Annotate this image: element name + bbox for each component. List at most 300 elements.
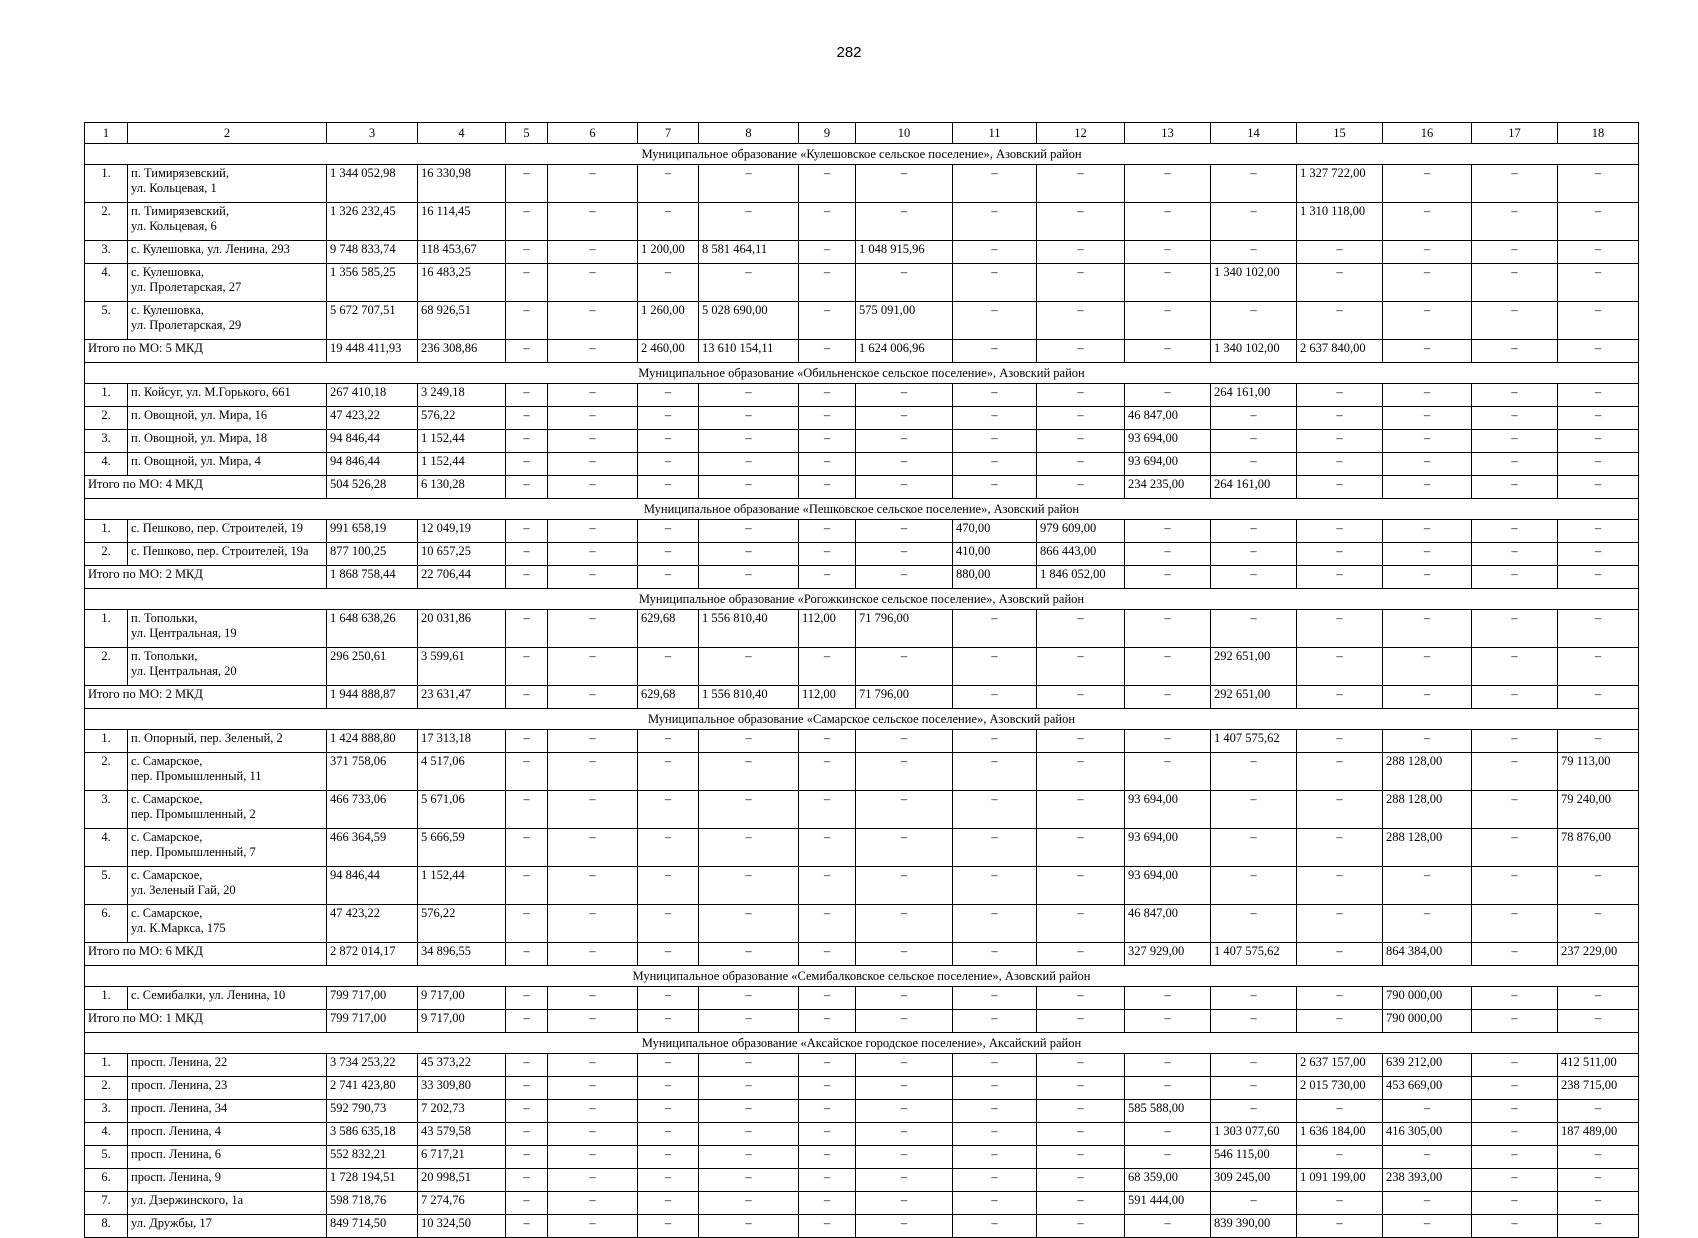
value-cell: – — [1383, 905, 1472, 943]
value-cell: – — [1472, 791, 1558, 829]
total-value-cell: 237 229,00 — [1558, 943, 1639, 966]
value-cell: – — [1211, 1077, 1297, 1100]
address-cell — [128, 829, 327, 867]
address-settlement: п. Тимирязевский, — [131, 166, 229, 180]
address-cell — [128, 203, 327, 241]
value-cell: – — [506, 264, 548, 302]
row-number: 2. — [85, 543, 128, 566]
value-cell: – — [856, 1215, 953, 1238]
value-cell: – — [1383, 165, 1472, 203]
value-cell: – — [1383, 520, 1472, 543]
value-cell: – — [548, 829, 638, 867]
value-cell: – — [638, 1123, 699, 1146]
total-value-cell: 234 235,00 — [1125, 476, 1211, 499]
total-value-cell: – — [953, 340, 1037, 363]
value-cell: – — [799, 302, 856, 340]
value-cell: – — [1297, 384, 1383, 407]
value-cell: – — [638, 1215, 699, 1238]
value-cell: 10 324,50 — [418, 1215, 506, 1238]
address-cell: просп. Ленина, 9 — [128, 1169, 327, 1192]
value-cell: 288 128,00 — [1383, 753, 1472, 791]
section-title-row — [85, 1033, 1639, 1054]
value-cell: – — [799, 203, 856, 241]
address-street: ул. Кольцевая, 1 — [131, 181, 217, 195]
value-cell: – — [699, 1169, 799, 1192]
value-cell: – — [548, 407, 638, 430]
total-value-cell: – — [548, 566, 638, 589]
row-number: 1. — [85, 165, 128, 203]
value-cell: – — [1297, 610, 1383, 648]
value-cell: 629,68 — [638, 610, 699, 648]
value-cell: – — [1472, 1077, 1558, 1100]
row-number: 3. — [85, 241, 128, 264]
value-cell: 598 718,76 — [327, 1192, 418, 1215]
value-cell: 1 260,00 — [638, 302, 699, 340]
value-cell: – — [799, 407, 856, 430]
value-cell: – — [1297, 520, 1383, 543]
total-value-cell: – — [856, 1010, 953, 1033]
total-row — [85, 1010, 1639, 1033]
value-cell: – — [856, 203, 953, 241]
value-cell: 1 636 184,00 — [1297, 1123, 1383, 1146]
value-cell: 575 091,00 — [856, 302, 953, 340]
table-row — [85, 753, 1639, 791]
value-cell: 47 423,22 — [327, 905, 418, 943]
value-cell: – — [638, 1169, 699, 1192]
value-cell: 1 327 722,00 — [1297, 165, 1383, 203]
value-cell: – — [1383, 407, 1472, 430]
value-cell: 12 049,19 — [418, 520, 506, 543]
total-value-cell: – — [1558, 566, 1639, 589]
value-cell: – — [953, 1192, 1037, 1215]
value-cell: – — [953, 730, 1037, 753]
value-cell: 94 846,44 — [327, 430, 418, 453]
value-cell: – — [1383, 610, 1472, 648]
table-row — [85, 1192, 1639, 1215]
value-cell: – — [799, 867, 856, 905]
value-cell: – — [1383, 241, 1472, 264]
value-cell: – — [506, 1169, 548, 1192]
value-cell: – — [1211, 453, 1297, 476]
value-cell: – — [1472, 648, 1558, 686]
value-cell: 1 556 810,40 — [699, 610, 799, 648]
value-cell: 576,22 — [418, 407, 506, 430]
row-number: 2. — [85, 203, 128, 241]
value-cell: – — [1125, 520, 1211, 543]
value-cell: 546 115,00 — [1211, 1146, 1297, 1169]
value-cell: 33 309,80 — [418, 1077, 506, 1100]
row-number: 1. — [85, 610, 128, 648]
value-cell: 292 651,00 — [1211, 648, 1297, 686]
column-header: 17 — [1472, 123, 1558, 144]
value-cell: – — [799, 1192, 856, 1215]
section-title: Муниципальное образование «Самарское сельское поселение», Азовский район — [85, 709, 1639, 730]
total-value-cell: – — [1125, 340, 1211, 363]
value-cell: 93 694,00 — [1125, 791, 1211, 829]
value-cell: – — [1472, 867, 1558, 905]
value-cell: – — [953, 829, 1037, 867]
total-value-cell: – — [1037, 340, 1125, 363]
address-cell: п. Койсуг, ул. М.Горького, 661 — [128, 384, 327, 407]
value-cell: – — [1037, 453, 1125, 476]
value-cell: – — [699, 453, 799, 476]
value-cell: – — [1211, 203, 1297, 241]
value-cell: 416 305,00 — [1383, 1123, 1472, 1146]
value-cell: 93 694,00 — [1125, 453, 1211, 476]
value-cell: – — [1558, 407, 1639, 430]
row-number: 4. — [85, 1123, 128, 1146]
value-cell: – — [548, 730, 638, 753]
table-row — [85, 241, 1639, 264]
value-cell: 7 202,73 — [418, 1100, 506, 1123]
total-value-cell: 327 929,00 — [1125, 943, 1211, 966]
value-cell: 866 443,00 — [1037, 543, 1125, 566]
total-value-cell: – — [799, 566, 856, 589]
total-value-cell: – — [548, 340, 638, 363]
address-street: ул. Кольцевая, 6 — [131, 219, 217, 233]
total-row — [85, 476, 1639, 499]
value-cell: – — [953, 165, 1037, 203]
value-cell: – — [1211, 1192, 1297, 1215]
value-cell: 309 245,00 — [1211, 1169, 1297, 1192]
address-cell: с. Пешково, пер. Строителей, 19а — [128, 543, 327, 566]
value-cell: – — [1125, 730, 1211, 753]
value-cell: – — [1297, 867, 1383, 905]
address-street: ул. Центральная, 19 — [131, 626, 237, 640]
row-number: 2. — [85, 1077, 128, 1100]
row-number: 6. — [85, 1169, 128, 1192]
address-settlement: с. Кулешовка, — [131, 303, 205, 317]
value-cell: – — [699, 829, 799, 867]
value-cell: – — [1383, 1146, 1472, 1169]
value-cell: – — [638, 543, 699, 566]
total-value-cell: 1 407 575,62 — [1211, 943, 1297, 966]
table-row — [85, 1146, 1639, 1169]
section-title: Муниципальное образование «Рогожкинское сельское поселение», Азовский район — [85, 589, 1639, 610]
section-title-row — [85, 144, 1639, 165]
value-cell: – — [1037, 730, 1125, 753]
address-cell — [128, 264, 327, 302]
value-cell: – — [1558, 430, 1639, 453]
address-settlement: с. Самарское, — [131, 906, 203, 920]
row-number: 2. — [85, 753, 128, 791]
total-value-cell: 6 130,28 — [418, 476, 506, 499]
value-cell: – — [1472, 1192, 1558, 1215]
value-cell: – — [1125, 165, 1211, 203]
value-cell: – — [1211, 987, 1297, 1010]
value-cell: 93 694,00 — [1125, 430, 1211, 453]
total-value-cell: – — [699, 566, 799, 589]
total-value-cell: – — [1211, 1010, 1297, 1033]
total-value-cell: – — [856, 943, 953, 966]
value-cell: – — [1558, 648, 1639, 686]
total-value-cell: – — [638, 566, 699, 589]
total-value-cell: – — [1472, 943, 1558, 966]
value-cell: 45 373,22 — [418, 1054, 506, 1077]
value-cell: 94 846,44 — [327, 453, 418, 476]
value-cell: – — [1383, 1215, 1472, 1238]
value-cell: – — [1125, 648, 1211, 686]
total-value-cell: – — [1037, 1010, 1125, 1033]
total-value-cell: 790 000,00 — [1383, 1010, 1472, 1033]
total-value-cell: – — [1125, 686, 1211, 709]
value-cell: 288 128,00 — [1383, 829, 1472, 867]
value-cell: – — [699, 384, 799, 407]
value-cell: 47 423,22 — [327, 407, 418, 430]
value-cell: – — [953, 753, 1037, 791]
value-cell: 20 031,86 — [418, 610, 506, 648]
value-cell: – — [953, 302, 1037, 340]
value-cell: 79 240,00 — [1558, 791, 1639, 829]
total-value-cell: – — [856, 476, 953, 499]
column-header: 13 — [1125, 123, 1211, 144]
value-cell: 7 274,76 — [418, 1192, 506, 1215]
value-cell: – — [1037, 1077, 1125, 1100]
table-row — [85, 453, 1639, 476]
total-value-cell: – — [1297, 943, 1383, 966]
value-cell: 5 671,06 — [418, 791, 506, 829]
total-value-cell: – — [1297, 686, 1383, 709]
value-cell: 9 717,00 — [418, 987, 506, 1010]
value-cell: – — [1297, 1215, 1383, 1238]
value-cell: – — [699, 407, 799, 430]
address-cell — [128, 905, 327, 943]
value-cell: 1 326 232,45 — [327, 203, 418, 241]
total-value-cell: – — [1558, 686, 1639, 709]
column-header: 2 — [128, 123, 327, 144]
value-cell: – — [953, 1215, 1037, 1238]
value-cell: – — [1472, 543, 1558, 566]
value-cell: – — [548, 165, 638, 203]
total-value-cell: 864 384,00 — [1383, 943, 1472, 966]
value-cell: – — [1383, 302, 1472, 340]
value-cell: – — [1472, 264, 1558, 302]
value-cell: – — [638, 791, 699, 829]
table-row — [85, 867, 1639, 905]
value-cell: 2 015 730,00 — [1297, 1077, 1383, 1100]
value-cell: – — [699, 753, 799, 791]
column-header: 6 — [548, 123, 638, 144]
total-value-cell: 504 526,28 — [327, 476, 418, 499]
table-row — [85, 543, 1639, 566]
address-cell: ул. Дружбы, 17 — [128, 1215, 327, 1238]
total-value-cell: – — [1383, 340, 1472, 363]
value-cell: – — [548, 384, 638, 407]
value-cell: – — [1297, 302, 1383, 340]
value-cell: – — [799, 543, 856, 566]
value-cell: – — [856, 829, 953, 867]
value-cell: – — [1297, 1192, 1383, 1215]
value-cell: – — [1211, 610, 1297, 648]
value-cell: – — [506, 867, 548, 905]
table-body — [85, 123, 1639, 1238]
value-cell: – — [1125, 1123, 1211, 1146]
total-value-cell: – — [1297, 476, 1383, 499]
value-cell: – — [638, 430, 699, 453]
value-cell: 2 741 423,80 — [327, 1077, 418, 1100]
value-cell: – — [548, 264, 638, 302]
value-cell: 979 609,00 — [1037, 520, 1125, 543]
address-cell: просп. Ленина, 6 — [128, 1146, 327, 1169]
total-row — [85, 340, 1639, 363]
table-row — [85, 1169, 1639, 1192]
value-cell: – — [699, 1077, 799, 1100]
value-cell: – — [799, 648, 856, 686]
value-cell: – — [1037, 753, 1125, 791]
total-label: Итого по МО: 5 МКД — [85, 340, 327, 363]
value-cell: – — [1558, 203, 1639, 241]
value-cell: – — [1211, 302, 1297, 340]
value-cell: 552 832,21 — [327, 1146, 418, 1169]
value-cell: – — [856, 1146, 953, 1169]
total-value-cell: – — [506, 943, 548, 966]
address-street: ул. Зеленый Гай, 20 — [131, 883, 236, 897]
value-cell: – — [1472, 1169, 1558, 1192]
value-cell: 238 393,00 — [1383, 1169, 1472, 1192]
value-cell: 466 364,59 — [327, 829, 418, 867]
value-cell: 412 511,00 — [1558, 1054, 1639, 1077]
section-title-row — [85, 363, 1639, 384]
value-cell: 799 717,00 — [327, 987, 418, 1010]
value-cell: – — [699, 1192, 799, 1215]
value-cell: 1 303 077,60 — [1211, 1123, 1297, 1146]
value-cell: – — [1472, 430, 1558, 453]
column-header: 3 — [327, 123, 418, 144]
value-cell: – — [638, 203, 699, 241]
value-cell: – — [1037, 648, 1125, 686]
value-cell: – — [638, 730, 699, 753]
value-cell: – — [1558, 165, 1639, 203]
value-cell: – — [638, 1192, 699, 1215]
value-cell: – — [1211, 430, 1297, 453]
total-value-cell: – — [1383, 476, 1472, 499]
value-cell: – — [506, 730, 548, 753]
total-value-cell: – — [506, 686, 548, 709]
address-cell: п. Овощной, ул. Мира, 18 — [128, 430, 327, 453]
value-cell: – — [1211, 241, 1297, 264]
total-row — [85, 686, 1639, 709]
total-value-cell: – — [1211, 566, 1297, 589]
value-cell: – — [1125, 610, 1211, 648]
total-value-cell: 2 872 014,17 — [327, 943, 418, 966]
column-header: 7 — [638, 123, 699, 144]
value-cell: – — [953, 867, 1037, 905]
value-cell: – — [506, 241, 548, 264]
value-cell: – — [1037, 241, 1125, 264]
value-cell: – — [1297, 791, 1383, 829]
value-cell: 585 588,00 — [1125, 1100, 1211, 1123]
column-header: 14 — [1211, 123, 1297, 144]
value-cell: 991 658,19 — [327, 520, 418, 543]
value-cell: – — [1125, 1077, 1211, 1100]
value-cell: – — [856, 453, 953, 476]
value-cell: – — [1297, 453, 1383, 476]
address-settlement: с. Самарское, — [131, 830, 203, 844]
column-header: 18 — [1558, 123, 1639, 144]
value-cell: 296 250,61 — [327, 648, 418, 686]
value-cell: 1 152,44 — [418, 430, 506, 453]
value-cell: – — [506, 302, 548, 340]
value-cell: – — [548, 520, 638, 543]
value-cell: – — [1297, 829, 1383, 867]
value-cell: – — [638, 520, 699, 543]
value-cell: – — [506, 407, 548, 430]
value-cell: 9 748 833,74 — [327, 241, 418, 264]
address-street: ул. Пролетарская, 29 — [131, 318, 242, 332]
value-cell: – — [1297, 905, 1383, 943]
value-cell: 466 733,06 — [327, 791, 418, 829]
total-value-cell: – — [799, 476, 856, 499]
value-cell: – — [1125, 1146, 1211, 1169]
value-cell: 1 340 102,00 — [1211, 264, 1297, 302]
value-cell: 78 876,00 — [1558, 829, 1639, 867]
value-cell: – — [1383, 1100, 1472, 1123]
table-row — [85, 407, 1639, 430]
total-value-cell: 799 717,00 — [327, 1010, 418, 1033]
value-cell: – — [856, 905, 953, 943]
value-cell: 1 424 888,80 — [327, 730, 418, 753]
value-cell: – — [506, 905, 548, 943]
section-title-row — [85, 966, 1639, 987]
total-value-cell: – — [699, 1010, 799, 1033]
value-cell: – — [548, 1100, 638, 1123]
total-value-cell: – — [638, 476, 699, 499]
address-cell: с. Семибалки, ул. Ленина, 10 — [128, 987, 327, 1010]
value-cell: 1 152,44 — [418, 867, 506, 905]
value-cell: – — [506, 987, 548, 1010]
value-cell: 16 330,98 — [418, 165, 506, 203]
table-row — [85, 829, 1639, 867]
address-cell: с. Пешково, пер. Строителей, 19 — [128, 520, 327, 543]
row-number: 3. — [85, 1100, 128, 1123]
value-cell: 8 581 464,11 — [699, 241, 799, 264]
value-cell: – — [699, 264, 799, 302]
value-cell: – — [1211, 791, 1297, 829]
value-cell: 1 728 194,51 — [327, 1169, 418, 1192]
value-cell: – — [1125, 987, 1211, 1010]
value-cell: 10 657,25 — [418, 543, 506, 566]
value-cell: – — [856, 1054, 953, 1077]
total-value-cell: 23 631,47 — [418, 686, 506, 709]
capital-repair-table — [84, 122, 1639, 1238]
value-cell: – — [548, 905, 638, 943]
total-value-cell: 1 556 810,40 — [699, 686, 799, 709]
total-value-cell: 1 340 102,00 — [1211, 340, 1297, 363]
value-cell: – — [699, 430, 799, 453]
address-cell: п. Овощной, ул. Мира, 16 — [128, 407, 327, 430]
address-street: ул. Центральная, 20 — [131, 664, 237, 678]
value-cell: 71 796,00 — [856, 610, 953, 648]
value-cell: – — [799, 241, 856, 264]
row-number: 6. — [85, 905, 128, 943]
value-cell: – — [548, 1169, 638, 1192]
total-value-cell: – — [1383, 566, 1472, 589]
column-header: 8 — [699, 123, 799, 144]
value-cell: – — [1037, 203, 1125, 241]
value-cell: – — [1472, 302, 1558, 340]
total-value-cell: – — [1037, 943, 1125, 966]
value-cell: – — [1297, 730, 1383, 753]
value-cell: 1 407 575,62 — [1211, 730, 1297, 753]
value-cell: 5 028 690,00 — [699, 302, 799, 340]
address-street: ул. К.Маркса, 175 — [131, 921, 226, 935]
value-cell: 1 048 915,96 — [856, 241, 953, 264]
row-number: 2. — [85, 648, 128, 686]
value-cell: – — [1297, 407, 1383, 430]
value-cell: – — [1125, 302, 1211, 340]
total-value-cell: – — [506, 566, 548, 589]
table-row — [85, 264, 1639, 302]
